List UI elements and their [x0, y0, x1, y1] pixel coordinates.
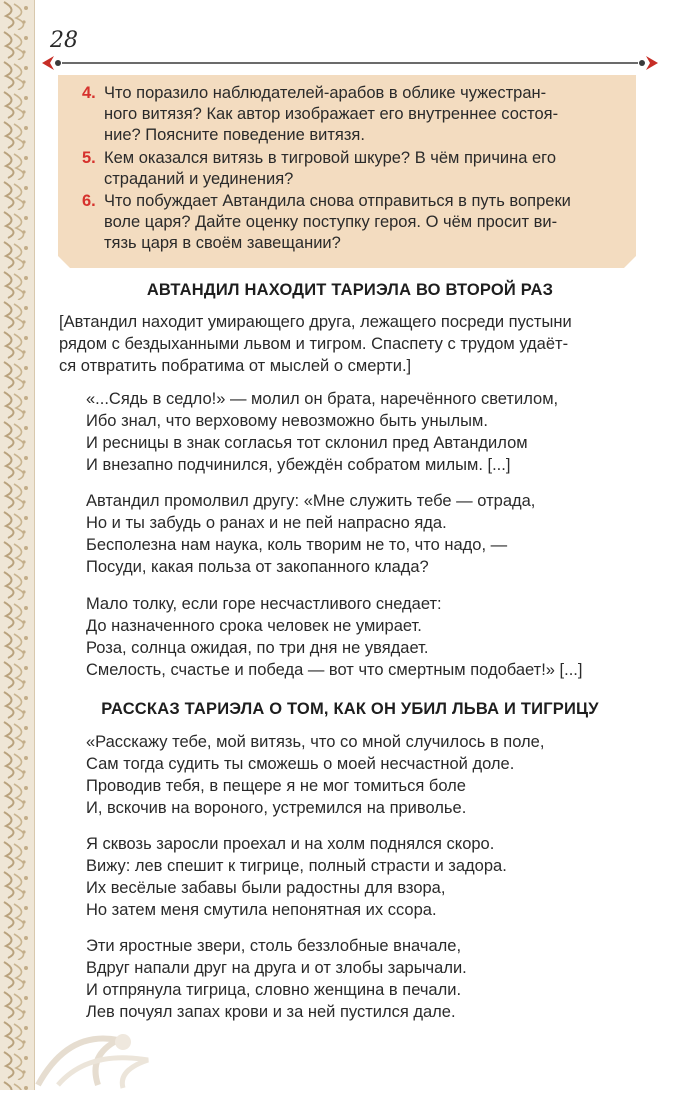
- header-rule: [40, 50, 660, 76]
- questions-box: [58, 75, 636, 268]
- poem-stanza: Мало толку, если горе несчастливого снедает: До назначенного срока человек не умирает. Роза, солнца ожидая, по три дня не увядает. Смелость, счастье и победа — вот что смертным подобает!» [...]: [86, 595, 583, 679]
- right-arrow-ornament-icon: [639, 56, 658, 70]
- section-heading: РАССКАЗ ТАРИЭЛА О ТОМ, КАК ОН УБИЛ ЛЬВА И ТИГРИЦУ: [101, 700, 599, 718]
- ornamental-border: [0, 0, 35, 1090]
- poem-stanza: Эти яростные звери, столь беззлобные вначале, Вдруг напали друг на друга и от злобы зарычали. И отпрянула тигрица, словно женщина в печали. Лев почуял запах крови и за ней пустился дале.: [86, 937, 467, 1021]
- left-arrow-ornament-icon: [42, 56, 61, 70]
- poem-stanza: «Расскажу тебе, мой витязь, что со мной случилось в поле, Сам тогда судить ты сможешь о моей несчастной доле. Проводив тебя, в пещере я не мог томиться боле И, вскочив на вороного, устремился на приволье.: [86, 733, 545, 817]
- question-6: 6. Что побуждает Автандила снова отправиться в путь вопреки воле царя? Дайте оценку поступку героя. О чём просит ви- тязь царя в своём завещании?: [82, 192, 571, 252]
- ornament-pattern-icon: [0, 0, 34, 1090]
- poem-stanza: Автандил промолвил другу: «Мне служить тебе — отрада, Но и ты забудь о ранах и не пей напрасно яда. Бесполезна нам наука, коль творим не то, что надо, — Посуди, какая польза от закопанного клада?: [86, 492, 536, 576]
- intro-paragraph: [Автандил находит умирающего друга, лежащего посреди пустыни рядом с бездыханными львом и тигром. Спаспету с трудом удаёт- ся отвратить побратима от мыслей о смерти.]: [59, 313, 572, 375]
- question-4: 4. Что поразило наблюдателей-арабов в облике чужестран- ного витязя? Как автор изображает его внутреннее состоя- ние? Поясните поведение витязя.: [82, 84, 559, 144]
- section-heading: АВТАНДИЛ НАХОДИТ ТАРИЭЛА ВО ВТОРОЙ РАЗ: [146, 281, 554, 299]
- poem-stanza: Я сквозь заросли проехал и на холм поднялся скоро. Вижу: лев спешит к тигрице, полный страсти и задора. Их весёлые забавы были радостны для взора, Но затем меня смутила непонятная их ссора.: [86, 835, 507, 919]
- poem-stanza: «...Сядь в седло!» — молил он брата, наречённого светилом, Ибо знал, что верховому невозможно быть унылым. И ресницы в знак согласья тот склонил пред Автандилом И внезапно подчинился, убеждён собратом милым. [...]: [86, 390, 559, 474]
- page-number: 28: [50, 28, 78, 53]
- question-5: 5. Кем оказался витязь в тигровой шкуре? В чём причина его страданий и уединения?: [82, 149, 557, 188]
